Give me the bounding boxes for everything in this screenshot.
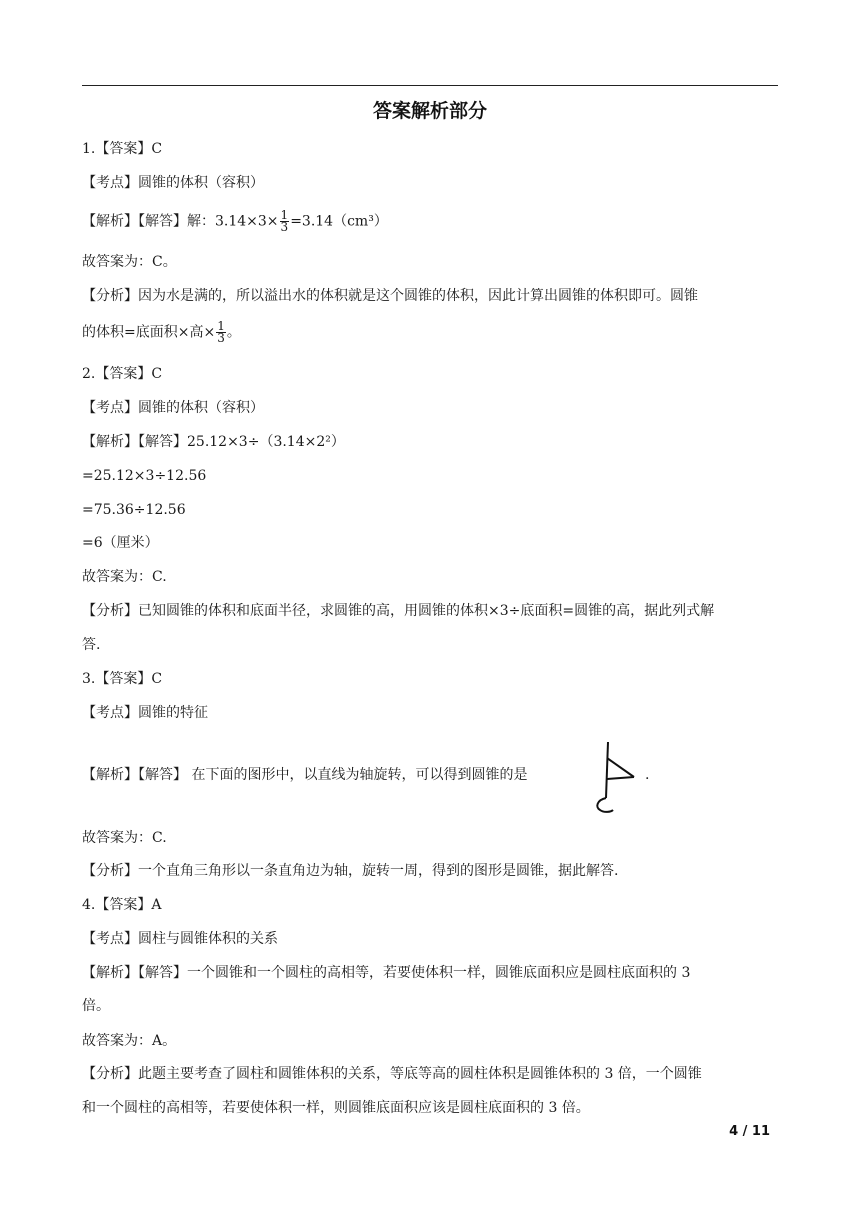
q4-analysis-line1: 【分析】此题主要考查了圆柱和圆锥体积的关系，等底等高的圆柱体积是圆锥体积的 3 倍，一个圆锥 [82, 1066, 702, 1082]
q3-conclusion: 故答案为：C. [82, 830, 167, 846]
q2-topic: 【考点】圆锥的体积（容积） [82, 400, 264, 416]
q3-topic: 【考点】圆锥的特征 [82, 705, 208, 721]
q2-step2: =75.36÷12.56 [82, 502, 186, 518]
q1-fraction [280, 210, 290, 233]
q4-topic: 【考点】圆柱与圆锥体积的关系 [82, 931, 278, 947]
q4-conclusion: 故答案为：A。 [82, 1033, 177, 1049]
q1-analysis-line2 [82, 321, 782, 344]
header-rule [82, 85, 778, 86]
q2-analysis-line1: 【分析】已知圆锥的体积和底面半径，求圆锥的高，用圆锥的体积×3÷底面积=圆锥的高，据此列式解 [82, 603, 715, 619]
q1-analysis-fraction-num: 1 [217, 319, 225, 333]
q3-analysis: 【分析】一个直角三角形以一条直角边为轴，旋转一周，得到的图形是圆锥，据此解答. [82, 863, 619, 879]
q1-analysis-line1: 【分析】因为水是满的，所以溢出水的体积就是这个圆锥的体积，因此计算出圆锥的体积即可。圆锥 [82, 288, 698, 304]
q1-conclusion: 故答案为：C。 [82, 254, 177, 270]
q1-solution [82, 210, 782, 233]
q3-solution: 【解析】【解答】 在下面的图形中，以直线为轴旋转，可以得到圆锥的是 [82, 767, 528, 783]
q1-solution-suffix: =3.14（cm³） [290, 213, 388, 230]
q2-step3: =6（厘米） [82, 535, 159, 551]
page-number: 4 / 11 [729, 1124, 770, 1139]
q1-fraction-den: 3 [280, 220, 289, 234]
q2-analysis-line2: 答. [82, 637, 101, 653]
q2-answer: 2.【答案】C [82, 366, 163, 382]
q1-analysis-line2-suffix: 。 [226, 324, 241, 341]
q1-fraction-num: 1 [280, 208, 289, 222]
q4-answer: 4.【答案】A [82, 897, 162, 913]
q3-solution-end: . [645, 767, 650, 783]
q2-conclusion: 故答案为：C. [82, 569, 167, 585]
q1-analysis-line2-prefix: 的体积=底面积×高× [82, 324, 216, 341]
q1-answer: 1.【答案】C [82, 141, 163, 157]
q4-analysis-line2: 和一个圆柱的高相等，若要使体积一样，则圆锥底面积应该是圆柱底面积的 3 倍。 [82, 1100, 590, 1116]
rotation-figure-image [591, 740, 641, 815]
q1-analysis-fraction-den: 3 [217, 331, 225, 345]
q4-solution-line1: 【解析】【解答】一个圆锥和一个圆柱的高相等，若要使体积一样，圆锥底面积应是圆柱底面积的 3 [82, 965, 691, 981]
q2-step1: =25.12×3÷12.56 [82, 468, 207, 484]
q3-answer: 3.【答案】C [82, 671, 163, 687]
q1-analysis-fraction [216, 321, 226, 344]
q2-solution: 【解析】【解答】25.12×3÷（3.14×2²） [82, 434, 345, 450]
page-title: 答案解析部分 [372, 100, 487, 122]
q4-solution-line2: 倍。 [82, 998, 110, 1014]
q1-solution-prefix: 【解析】【解答】解：3.14×3× [82, 213, 279, 230]
q1-topic: 【考点】圆锥的体积（容积） [82, 175, 264, 191]
